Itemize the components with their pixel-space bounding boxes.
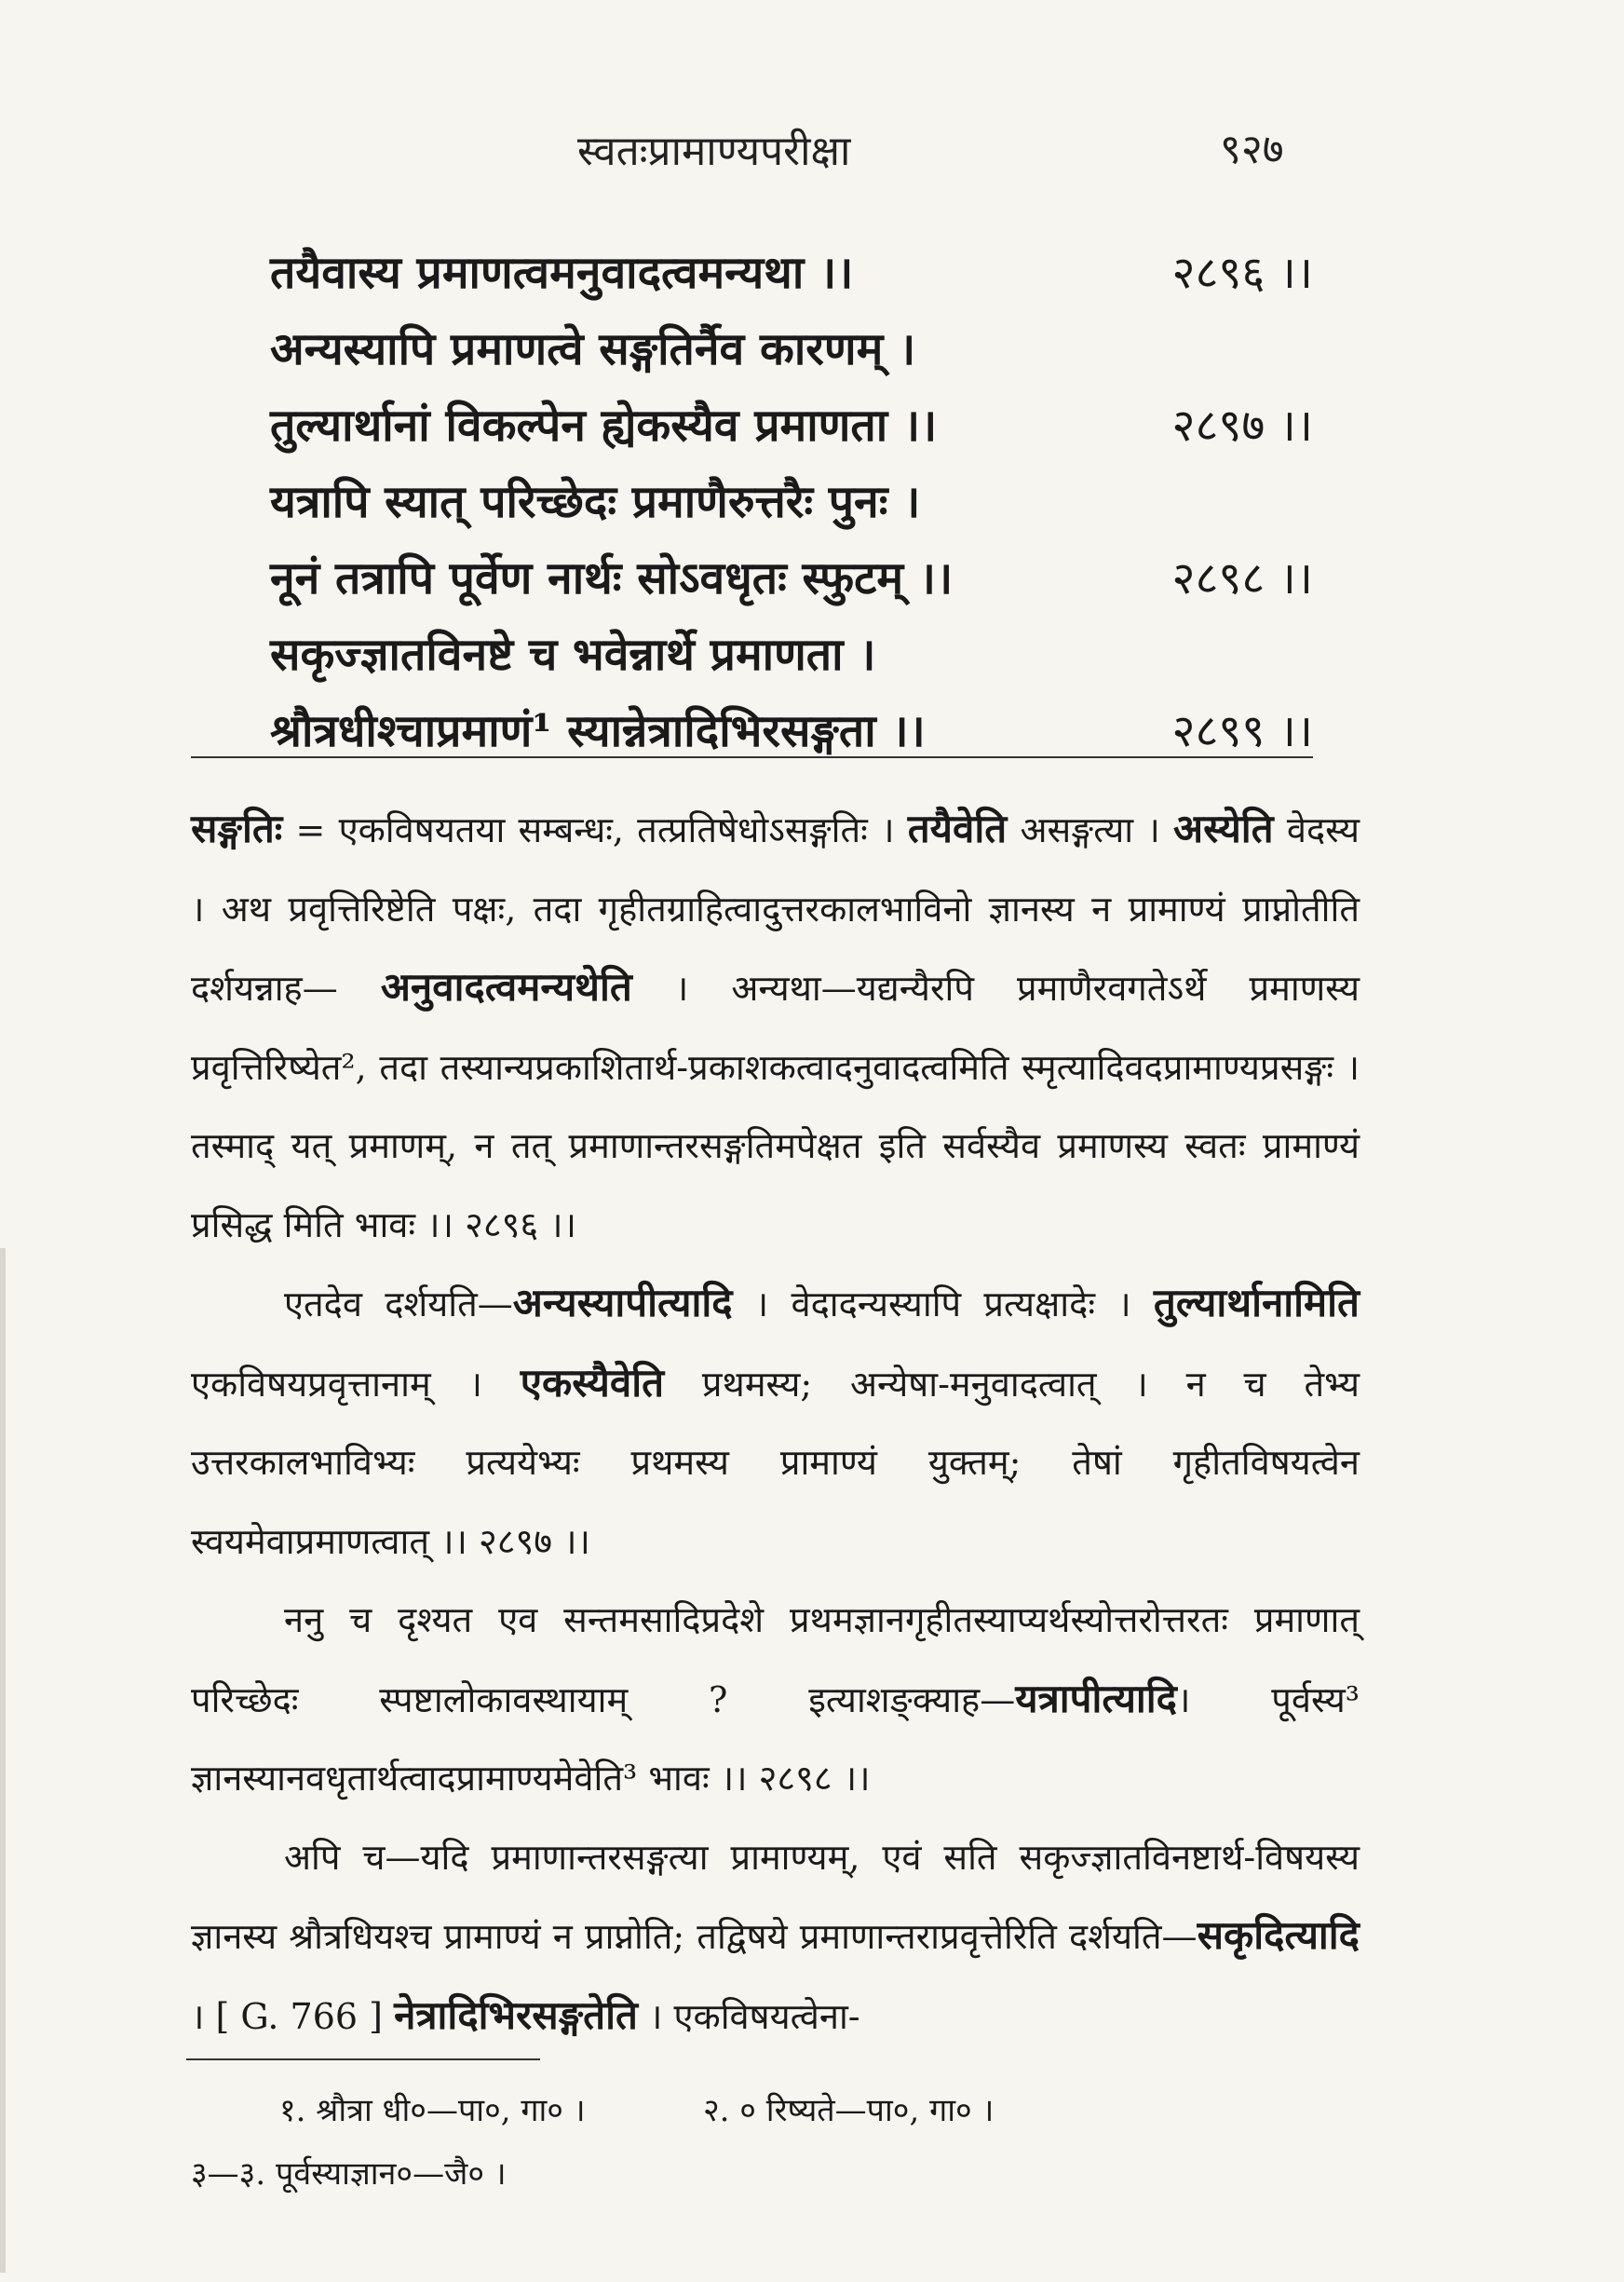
verse-text: यत्रापि स्यात् परिच्छेदः प्रमाणैरुत्तरैः पुनः । xyxy=(270,476,921,528)
commentary-text: । एकविषयत्वेना- xyxy=(637,1995,860,2037)
commentary-text: = एकविषयतया सम्बन्धः, तत्प्रतिषेधोऽसङ्गतिः । xyxy=(282,809,908,850)
commentary-text: वेदस्य । अथ प्रवृत्तिरिष्टेति पक्षः, तदा गृहीतग्राहित्वादुत्तरकालभाविनो ज्ञानस्य न प्रामाण्यं प्राप्नोतीति दर्शयन्नाह— xyxy=(191,809,1360,1009)
lemma-text: एकस्यैवेति xyxy=(520,1359,665,1406)
verse-block xyxy=(270,235,1313,769)
commentary-text: । [ G. 766 ] xyxy=(191,1995,395,2037)
lemma-text: नेत्रादिभिरसङ्गतेति xyxy=(394,1991,638,2038)
verse-number: २८९८ ।। xyxy=(1171,552,1313,604)
verse-line xyxy=(270,464,1313,540)
page-number: ९२७ xyxy=(1220,126,1284,173)
verse-line xyxy=(270,540,1313,617)
commentary-text: । वेदादन्यस्यापि प्रत्यक्षादेः । xyxy=(732,1284,1154,1324)
verse-line xyxy=(270,387,1313,464)
lemma-text: अन्यस्यापीत्यादि xyxy=(512,1280,733,1325)
commentary-paragraph xyxy=(191,790,1360,1264)
verse-line xyxy=(270,235,1313,311)
commentary-text: एकविषयप्रवृत्तानाम् । xyxy=(191,1363,521,1405)
commentary-text: प्रथमस्य; अन्येषा-मनुवादत्वात् । न च तेभ्य उत्तरकालभाविभ्यः प्रत्ययेभ्यः प्रथमस्य प्रामाण्यं युक्तम्; तेषां गृहीतविषयत्वेन स्वयमेवाप्रमाणत्वात् ।। २८९७ ।। xyxy=(191,1363,1360,1562)
commentary-paragraph xyxy=(191,1818,1360,2057)
verse-number: २८९९ ।। xyxy=(1171,705,1313,757)
verse-text: तयैवास्य प्रमाणत्वमनुवादत्वमन्यथा ।। xyxy=(270,247,854,299)
lemma-text: अस्येति xyxy=(1173,806,1274,851)
commentary-block xyxy=(191,790,1360,2056)
lemma-text: तयैवेति xyxy=(907,806,1008,851)
footnote-3: ३—३. पूर्वस्याज्ञान०—जै० । xyxy=(191,2155,507,2193)
verse-text: श्रौत्रधीश्चाप्रमाणं¹ स्यान्नेत्रादिभिरसङ्गता ।। xyxy=(270,705,926,757)
verse-number: २८९६ ।। xyxy=(1171,247,1313,299)
footnote-1: १. श्रौत्रा धी०—पा०, गा० । xyxy=(279,2092,586,2129)
running-title: स्वतःप्रामाण्यपरीक्षा xyxy=(577,128,851,175)
lemma-text: यत्रापीत्यादि xyxy=(1015,1675,1177,1721)
verse-text: नूनं तत्रापि पूर्वेण नार्थः सोऽवधृतः स्फुटम् ।। xyxy=(270,552,954,604)
verse-commentary-divider xyxy=(191,756,1313,758)
verse-text: सकृज्ज्ञातविनष्टे च भवेन्नार्थे प्रमाणता । xyxy=(270,629,876,681)
lemma-text: अनुवादत्वमन्यथेति xyxy=(380,964,632,1010)
commentary-text: । अन्यथा—यद्यन्यैरपि प्रमाणैरवगतेऽर्थे प्रमाणस्य प्रवृत्तिरिष्येत², तदा तस्यान्यप्रकाशितार्थ-प्रकाशकत्वादनुवादत्वमिति स्मृत्यादिवदप्रामाण्यप्रसङ्गः । तस्माद् यत् प्रमाणम्, न तत् प्रमाणान्तरसङ्गतिमपेक्षत इति सर्वस्यैव प्रमाणस्य स्वतः प्रामाण्यं प्रसिद्ध मिति भावः ।। २८९६ ।। xyxy=(191,968,1360,1245)
verse-text: तुल्यार्थानां विकल्पेन ह्येकस्यैव प्रमाणता ।। xyxy=(270,400,938,452)
commentary-paragraph xyxy=(191,1264,1360,1581)
lemma-text: तुल्यार्थानामिति xyxy=(1153,1280,1360,1325)
commentary-text: । पूर्वस्य³ ज्ञानस्यानवधृतार्थत्वादप्रामाण्यमेवेति³ भावः ।। २८९८ ।। xyxy=(191,1678,1360,1799)
lemma-text: सकृदित्यादि xyxy=(1197,1912,1360,1958)
commentary-text: असङ्गत्या । xyxy=(1007,809,1174,850)
commentary-paragraph xyxy=(191,1581,1360,1818)
verse-number: २८९७ ।। xyxy=(1171,400,1313,452)
footnotes-block xyxy=(191,2079,1355,2206)
verse-line xyxy=(270,617,1313,693)
verse-text: अन्यस्यापि प्रमाणत्वे सङ्गतिर्नैव कारणम् । xyxy=(270,323,916,375)
scan-edge-shadow xyxy=(0,1248,6,2273)
commentary-text: ननु च दृश्यत एव सन्तमसादिप्रदेशे प्रथमज्ञानगृहीतस्याप्यर्थस्योत्तरोत्तरतः प्रमाणात् परिच्छेदः स्पष्टालोकावस्थायाम् ? इत्याशङ्क्याह— xyxy=(191,1599,1360,1720)
commentary-text: एतदेव दर्शयति— xyxy=(284,1284,513,1324)
footnote-row xyxy=(191,2142,1355,2206)
footnote-2: २. ० रिष्यते—पा०, गा० । xyxy=(703,2092,995,2129)
footnote-row xyxy=(191,2079,1355,2142)
lemma-text: सङ्गतिः xyxy=(191,806,283,851)
verse-line xyxy=(270,311,1313,387)
footnote-divider xyxy=(186,2058,540,2060)
commentary-text: अपि च—यदि प्रमाणान्तरसङ्गत्या प्रामाण्यम्, एवं सति सकृज्ज्ञातविनष्टार्थ-विषयस्य ज्ञानस्य श्रौत्रधियश्च प्रामाण्यं न प्राप्नोति; तद्विषये प्रमाणान्तराप्रवृत्तेरिति दर्शयति— xyxy=(191,1836,1360,1957)
